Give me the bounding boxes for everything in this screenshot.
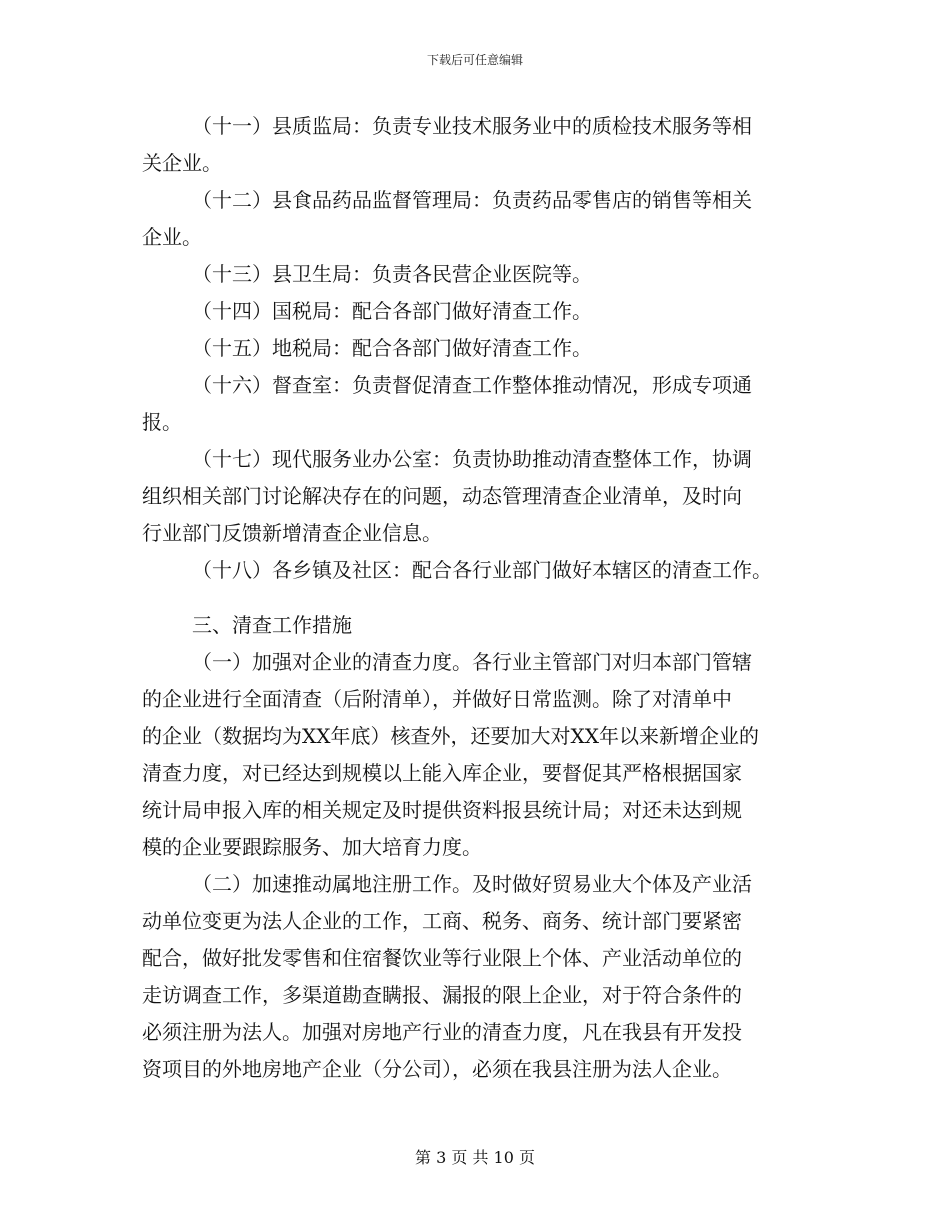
paragraph-line: 配合，做好批发零售和住宿餐饮业等行业限上个体、产业活动单位的 — [142, 946, 742, 970]
paragraph — [142, 552, 812, 589]
paragraph-line: 企业。 — [142, 225, 202, 249]
paragraph-line: 走访调查工作，多渠道勘查瞒报、漏报的限上企业，对于符合条件的 — [142, 983, 742, 1007]
paragraph-line: 清查力度，对已经达到规模以上能入库企业，要督促其严格根据国家 — [142, 761, 742, 785]
paragraph — [142, 866, 812, 1088]
page-header: 下载后可任意编辑 — [426, 53, 523, 67]
paragraph-line: （十一）县质监局：负责专业技术服务业中的质检技术服务等相 — [192, 114, 752, 138]
paragraph-line: 动单位变更为法人企业的工作，工商、税务、商务、统计部门要紧密 — [142, 909, 742, 933]
paragraph-line: 资项目的外地房地产企业（分公司），必须在我县注册为法人企业。 — [142, 1057, 732, 1081]
paragraph-line: 关企业。 — [142, 151, 222, 175]
paragraph-line: （十六）督查室：负责督促清查工作整体推动情况，形成专项通 — [192, 373, 752, 397]
paragraph-line: （十二）县食品药品监督管理局：负责药品零售店的销售等相关 — [192, 188, 752, 212]
paragraph-line: 行业部门反馈新增清查企业信息。 — [142, 521, 442, 545]
paragraph — [142, 644, 812, 866]
page-footer: 第 3 页 共 10 页 — [415, 1148, 535, 1167]
paragraph-line: 模的企业要跟踪服务、加大培育力度。 — [142, 835, 482, 859]
paragraph — [142, 367, 812, 441]
paragraph-line: （十三）县卫生局：负责各民营企业医院等。 — [192, 262, 592, 286]
section-heading: 三、清查工作措施 — [192, 613, 352, 637]
paragraph — [142, 256, 812, 293]
paragraph-line: （十七）现代服务业办公室：负责协助推动清查整体工作，协调 — [192, 447, 752, 471]
document-body — [142, 108, 812, 1088]
paragraph-line: （十五）地税局：配合各部门做好清查工作。 — [192, 336, 592, 360]
paragraph — [142, 108, 812, 182]
paragraph — [142, 182, 812, 256]
paragraph-line: （十四）国税局：配合各部门做好清查工作。 — [192, 299, 592, 323]
paragraph-line: （一）加强对企业的清查力度。各行业主管部门对归本部门管辖 — [192, 650, 752, 674]
paragraph-line: 统计局申报入库的相关规定及时提供资料报县统计局；对还未达到规 — [142, 798, 742, 822]
paragraph-line: （二）加速推动属地注册工作。及时做好贸易业大个体及产业活 — [192, 872, 752, 896]
paragraph-line: 必须注册为法人。加强对房地产行业的清查力度，凡在我县有开发投 — [142, 1020, 742, 1044]
paragraph-line: （十八）各乡镇及社区：配合各行业部门做好本辖区的清查工作。 — [192, 558, 772, 582]
paragraph-line: 的企业进行全面清查（后附清单），并做好日常监测。除了对清单中 — [142, 687, 732, 711]
paragraph — [142, 330, 812, 367]
paragraph-line: 的企业（数据均为XX年底）核查外，还要加大对XX年以来新增企业的 — [142, 724, 759, 748]
section-gap — [142, 589, 812, 607]
paragraph-line: 组织相关部门讨论解决存在的问题，动态管理清查企业清单，及时向 — [142, 484, 742, 508]
paragraph — [142, 293, 812, 330]
paragraph-line: 报。 — [142, 410, 182, 434]
paragraph — [142, 441, 812, 552]
